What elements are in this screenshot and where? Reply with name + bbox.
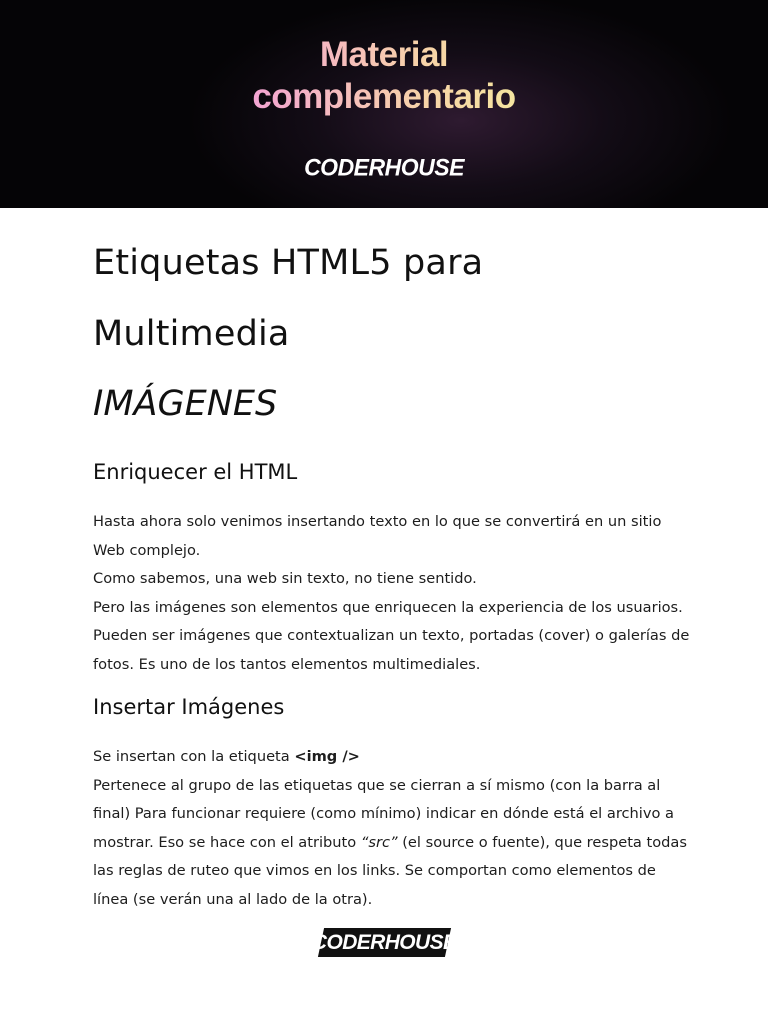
paragraph-insertar (93, 743, 687, 914)
document-body (93, 228, 690, 914)
banner-title (0, 34, 768, 118)
paragraph-line: fotos. Es uno de los tantos elementos multimediales. (93, 655, 481, 673)
section-heading: IMÁGENES (93, 384, 278, 424)
paragraph-enriquecer (93, 508, 690, 679)
banner-title-line1: Material (319, 35, 449, 74)
coderhouse-logo: CODERHOUSE (304, 153, 464, 181)
paragraph-line: línea (se verán una al lado de la otra). (93, 890, 373, 908)
paragraph-line: Hasta ahora solo venimos insertando texto en lo que se convertirá en un sitio (93, 513, 662, 530)
paragraph-line: Pueden ser imágenes que contextualizan un texto, portadas (cover) o galerías de (93, 627, 690, 644)
paragraph-line: Como sabemos, una web sin texto, no tiene sentido. (93, 570, 477, 587)
paragraph-line: Pero las imágenes son elementos que enriquecen la experiencia de los usuarios. (93, 598, 683, 616)
line-text: mostrar. Eso se hace con el atributo (93, 833, 361, 851)
paragraph-line: Web complejo. (93, 541, 201, 559)
line-text: (el source o fuente), que respeta todas (397, 833, 687, 851)
footer-coderhouse-logo (312, 928, 457, 957)
intro-text: Se insertan con la etiqueta (93, 748, 295, 765)
paragraph-line: las reglas de ruteo que vimos en los links. Se comportan como elementos de (93, 862, 656, 879)
src-attribute: “src” (360, 833, 398, 851)
subheading-enriquecer: Enriquecer el HTML (93, 460, 298, 484)
img-tag-code: <img /> (294, 748, 360, 765)
document-title-line1: Etiquetas HTML5 para (93, 243, 484, 283)
paragraph-line: Pertenece al grupo de las etiquetas que se cierran a sí mismo (con la barra al (93, 776, 661, 794)
document-title (93, 228, 678, 370)
subheading-insertar: Insertar Imágenes (93, 695, 285, 719)
header-banner (0, 0, 768, 208)
banner-title-line2: complementario (252, 77, 516, 116)
paragraph-line (93, 743, 678, 772)
paragraph-line (93, 829, 687, 858)
document-title-line2: Multimedia (93, 314, 290, 354)
footer-logo-text: CODERHOUSE (312, 930, 457, 954)
paragraph-line: final) Para funcionar requiere (como mínimo) indicar en dónde está el archivo a (93, 805, 674, 822)
